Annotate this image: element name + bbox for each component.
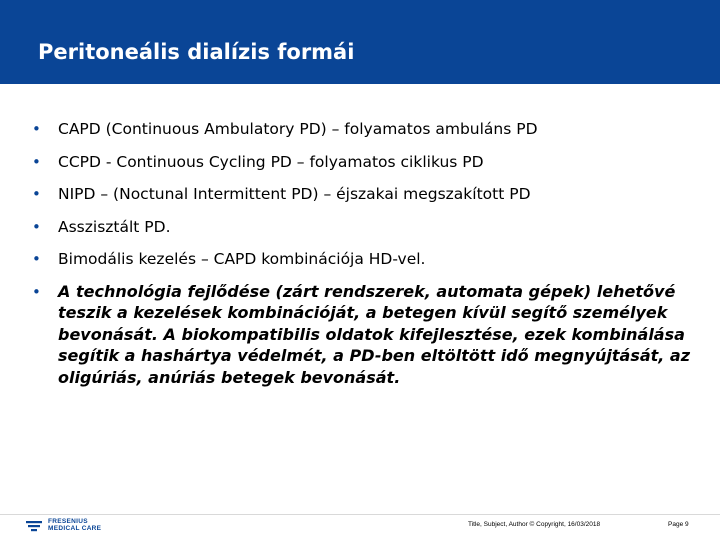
bullet-item <box>30 281 690 389</box>
logo-line-2: MEDICAL CARE <box>48 525 102 532</box>
bullet-icon: • <box>32 152 41 171</box>
bullet-text: Asszisztált PD. <box>58 217 171 236</box>
bullet-item <box>30 183 690 205</box>
footer-copyright: Title, Subject, Author © Copyright, 16/03/2018 <box>468 521 601 528</box>
bullet-icon: • <box>32 120 41 138</box>
bullet-item <box>30 118 690 140</box>
bullet-list <box>30 118 690 399</box>
bullet-icon: • <box>32 250 41 268</box>
bullet-icon: • <box>32 185 41 203</box>
company-logo <box>26 516 146 536</box>
bullet-item <box>30 248 690 270</box>
bullet-item <box>30 216 690 238</box>
logo-text <box>48 518 101 532</box>
logo-line-1: FRESENIUS <box>48 518 88 525</box>
footer-divider <box>0 514 720 515</box>
fresenius-logo-icon <box>26 518 42 534</box>
bullet-text: Bimodális kezelés – CAPD kombinációja HD-vel. <box>58 250 426 268</box>
bullet-text: A technológia fejlődése (zárt rendszerek, automata gépek) lehetővé teszik a kezelések kombinációját, a betegen kívül segítő személyek bevonását. A biokompatibilis oldatok kifejlesztése, ezek kombinálása segítik a hashártya védelmét, a PD-ben eltöltött idő megnyújtását, az oligúriás, anúriás betegek bevonását. <box>58 281 691 387</box>
bullet-icon: • <box>32 282 41 301</box>
slide-header <box>0 0 720 84</box>
bullet-text: CAPD (Continuous Ambulatory PD) – folyamatos ambuláns PD <box>58 120 538 138</box>
slide-title: Peritoneális dialízis formái <box>38 40 355 64</box>
bullet-text: CCPD - Continuous Cycling PD – folyamatos ciklikus PD <box>58 152 484 171</box>
bullet-icon: • <box>32 217 41 236</box>
bullet-item <box>30 151 690 173</box>
footer-page-number: Page 9 <box>668 521 689 528</box>
bullet-text: NIPD – (Noctunal Intermittent PD) – éjszakai megszakított PD <box>58 185 531 203</box>
